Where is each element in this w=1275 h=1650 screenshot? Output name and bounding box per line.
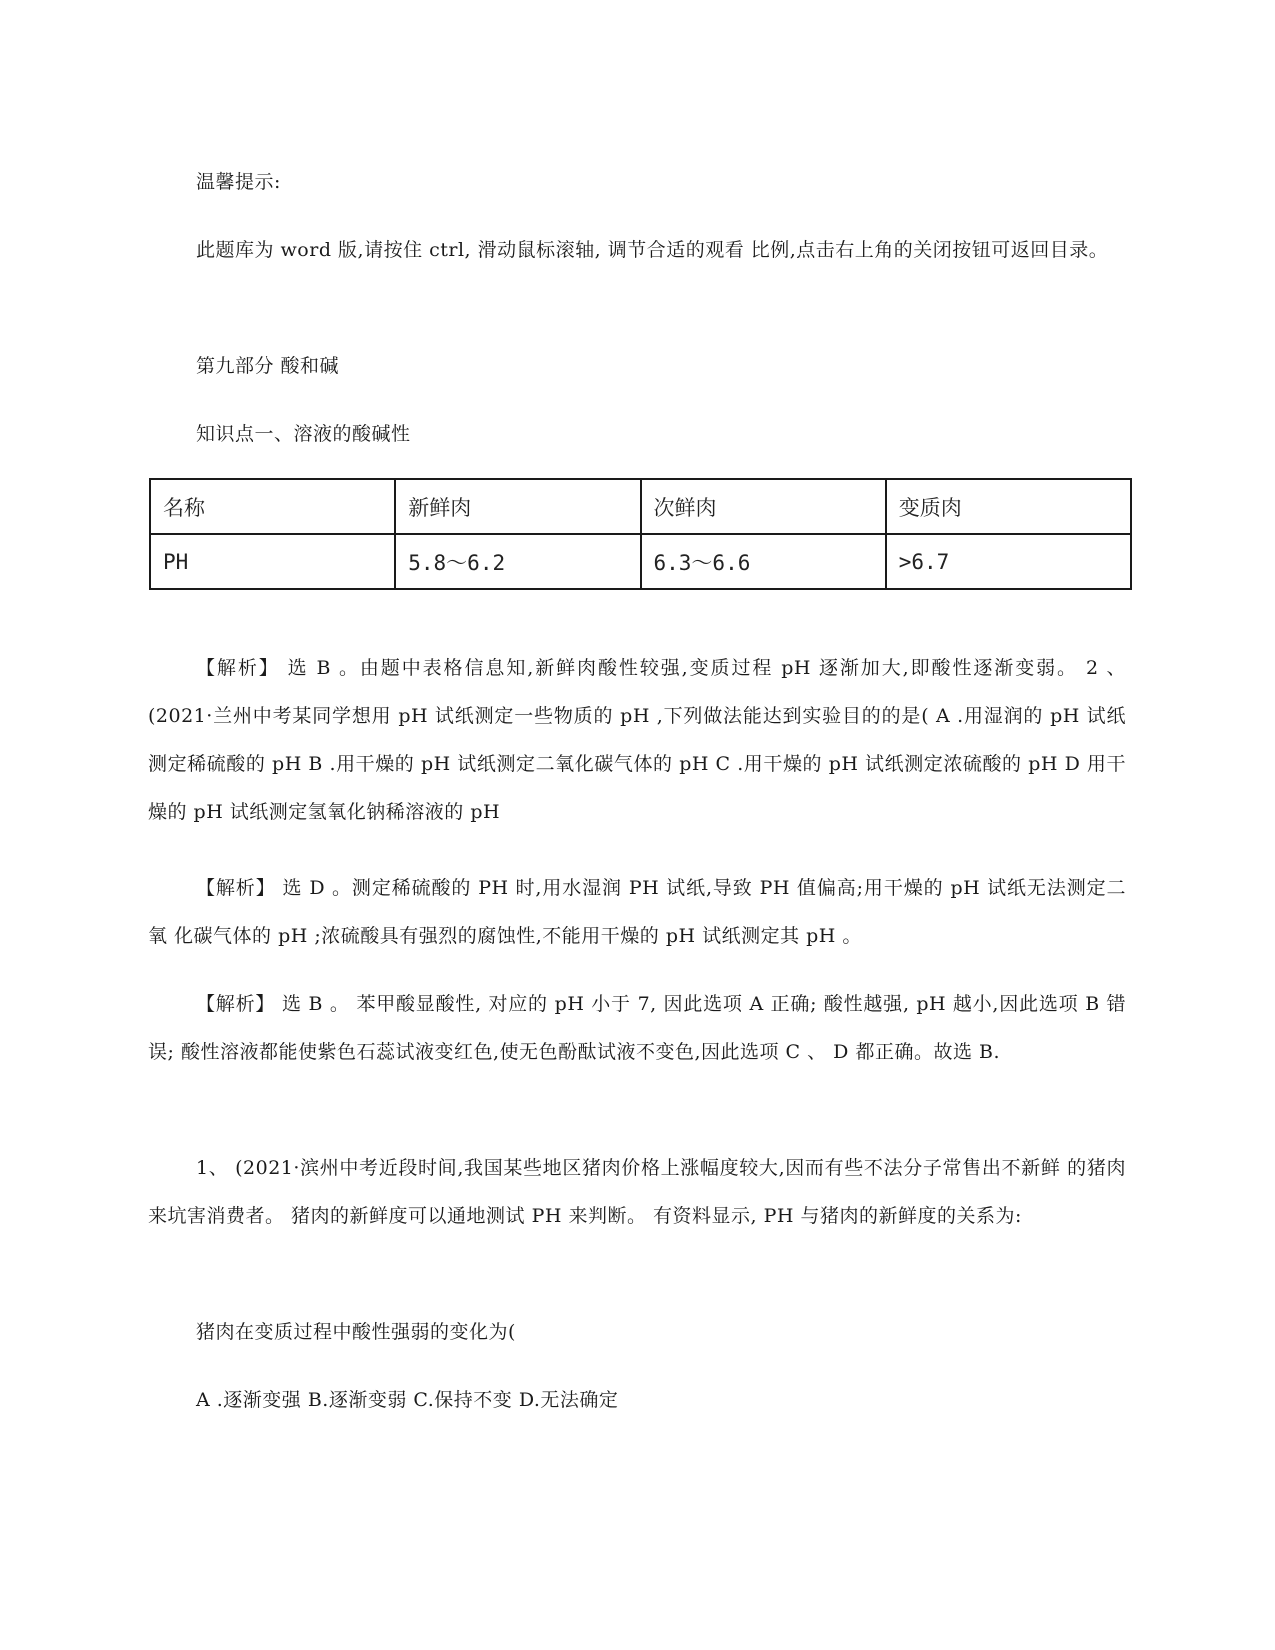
ph-freshness-table bbox=[149, 478, 1132, 590]
question-prompt: 猪肉在变质过程中酸性强弱的变化为( bbox=[196, 1321, 516, 1343]
table-cell: >6.7 bbox=[886, 534, 1131, 589]
tip-body: 此题库为 word 版,请按住 ctrl, 滑动鼠标滚轴, 调节合适的观看 比例,点击右上角的关闭按钮可返回目录。 bbox=[196, 239, 1109, 261]
table-header-row bbox=[150, 479, 1131, 534]
analysis-paragraph: 【解析】 选 B 。 苯甲酸显酸性, 对应的 pH 小于 7, 因此选项 A 正确; 酸性越强, pH 越小,因此选项 B 错误; 酸性溶液都能使紫色石蕊试液变红色,使无色酚酞试液不变色,因此选项 C 、 D 都正确。故选 B. bbox=[148, 993, 1126, 1063]
knowledge-point-heading: 知识点一、溶液的酸碱性 bbox=[196, 423, 411, 445]
table-cell: 6.3～6.6 bbox=[641, 534, 886, 589]
question-options: A .逐渐变强 B.逐渐变弱 C.保持不变 D.无法确定 bbox=[196, 1389, 619, 1411]
table-header-cell: 变质肉 bbox=[886, 479, 1131, 534]
table-cell: PH bbox=[150, 534, 395, 589]
analysis-paragraph: 【解析】 选 D 。测定稀硫酸的 PH 时,用水湿润 PH 试纸,导致 PH 值偏高;用干燥的 pH 试纸无法测定二氧 化碳气体的 pH ;浓硫酸具有强烈的腐蚀性,不能用干燥的 pH 试纸测定其 pH 。 bbox=[148, 877, 1126, 947]
question-text: 1、 (2021·滨州中考近段时间,我国某些地区猪肉价格上涨幅度较大,因而有些不法分子常售出不新鲜 的猪肉来坑害消费者。 猪肉的新鲜度可以通地测试 PH 来判断。 有资料显示, PH 与猪肉的新鲜度的关系为: bbox=[148, 1157, 1126, 1227]
tip-title: 温馨提示: bbox=[196, 171, 281, 193]
table-header-cell: 新鲜肉 bbox=[395, 479, 640, 534]
table-header-cell: 次鲜肉 bbox=[641, 479, 886, 534]
part-heading: 第九部分 酸和碱 bbox=[196, 355, 340, 377]
table-header-cell: 名称 bbox=[150, 479, 395, 534]
table-row bbox=[150, 534, 1131, 589]
analysis-paragraph: 【解析】 选 B 。由题中表格信息知,新鲜肉酸性较强,变质过程 pH 逐渐加大,即酸性逐渐变弱。 2 、 (2021·兰州中考某同学想用 pH 试纸测定一些物质的 pH ,下列做法能达到实验目的的是( A .用湿润的 pH 试纸测定稀硫酸的 pH B .用干燥的 pH 试纸测定二氧化碳气体的 pH C .用干燥的 pH 试纸测定浓硫酸的 pH D 用干燥的 pH 试纸测定氢氧化钠稀溶液的 pH bbox=[148, 657, 1126, 823]
table-cell: 5.8～6.2 bbox=[395, 534, 640, 589]
